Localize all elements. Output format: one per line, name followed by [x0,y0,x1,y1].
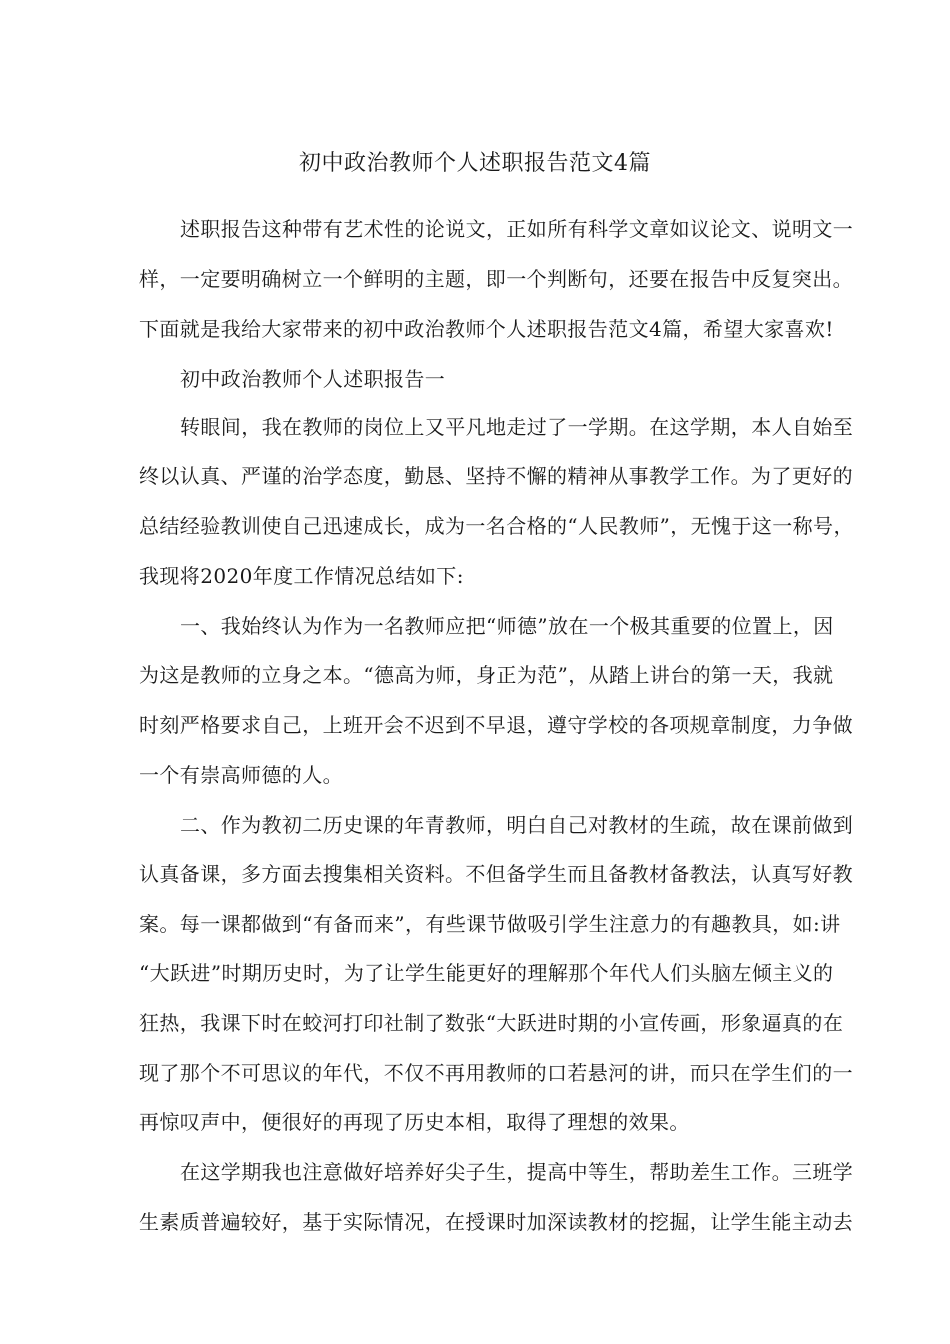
paragraph-line: 一个有崇高师德的人。 [139,763,343,787]
paragraph-line: 二、作为教初二历史课的年青教师，明白自己对教材的生疏，故在课前做到 [180,813,854,837]
section-heading: 初中政治教师个人述职报告一 [180,367,446,391]
paragraph-line: “大跃进”时期历史时，为了让学生能更好的理解那个年代人们头脑左倾主义的 [139,961,834,985]
paragraph-line: 下面就是我给大家带来的初中政治教师个人述职报告范文4篇，希望大家喜欢! [139,317,834,341]
paragraph-line: 案。每一课都做到“有备而来”，有些课节做吸引学生注意力的有趣教具，如:讲 [139,912,841,936]
paragraph-line: 在这学期我也注意做好培养好尖子生，提高中等生，帮助差生工作。三班学 [180,1160,854,1184]
paragraph-line: 我现将2020年度工作情况总结如下: [139,564,464,588]
paragraph-line: 述职报告这种带有艺术性的论说文，正如所有科学文章如议论文、说明文一 [180,217,854,241]
paragraph-line: 转眼间，我在教师的岗位上又平凡地走过了一学期。在这学期，本人自始至 [180,415,854,439]
paragraph-line: 生素质普遍较好，基于实际情况，在授课时加深读教材的挖掘，让学生能主动去 [139,1210,853,1234]
paragraph-line: 终以认真、严谨的治学态度，勤恳、坚持不懈的精神从事教学工作。为了更好的 [139,464,853,488]
document-title: 初中政治教师个人述职报告范文4篇 [299,151,651,176]
paragraph-line: 总结经验教训使自己迅速成长，成为一名合格的“人民教师”，无愧于这一称号， [139,514,854,538]
paragraph-line: 狂热，我课下时在蛟河打印社制了数张“大跃进时期的小宣传画，形象逼真的在 [139,1011,844,1035]
paragraph-line: 时刻严格要求自己，上班开会不迟到不早退，遵守学校的各项规章制度，力争做 [139,713,853,737]
paragraph-line: 样，一定要明确树立一个鲜明的主题，即一个判断句，还要在报告中反复突出。 [139,267,853,291]
paragraph-line: 为这是教师的立身之本。“德高为师，身正为范”，从踏上讲台的第一天，我就 [139,663,834,687]
paragraph-line: 再惊叹声中，便很好的再现了历史本相，取得了理想的效果。 [139,1110,690,1134]
paragraph-line: 一、我始终认为作为一名教师应把“师德”放在一个极其重要的位置上，因 [180,614,834,638]
paragraph-line: 现了那个不可思议的年代，不仅不再用教师的口若悬河的讲，而只在学生们的一 [139,1061,853,1085]
paragraph-line: 认真备课，多方面去搜集相关资料。不但备学生而且备教材备教法，认真写好教 [139,862,853,886]
